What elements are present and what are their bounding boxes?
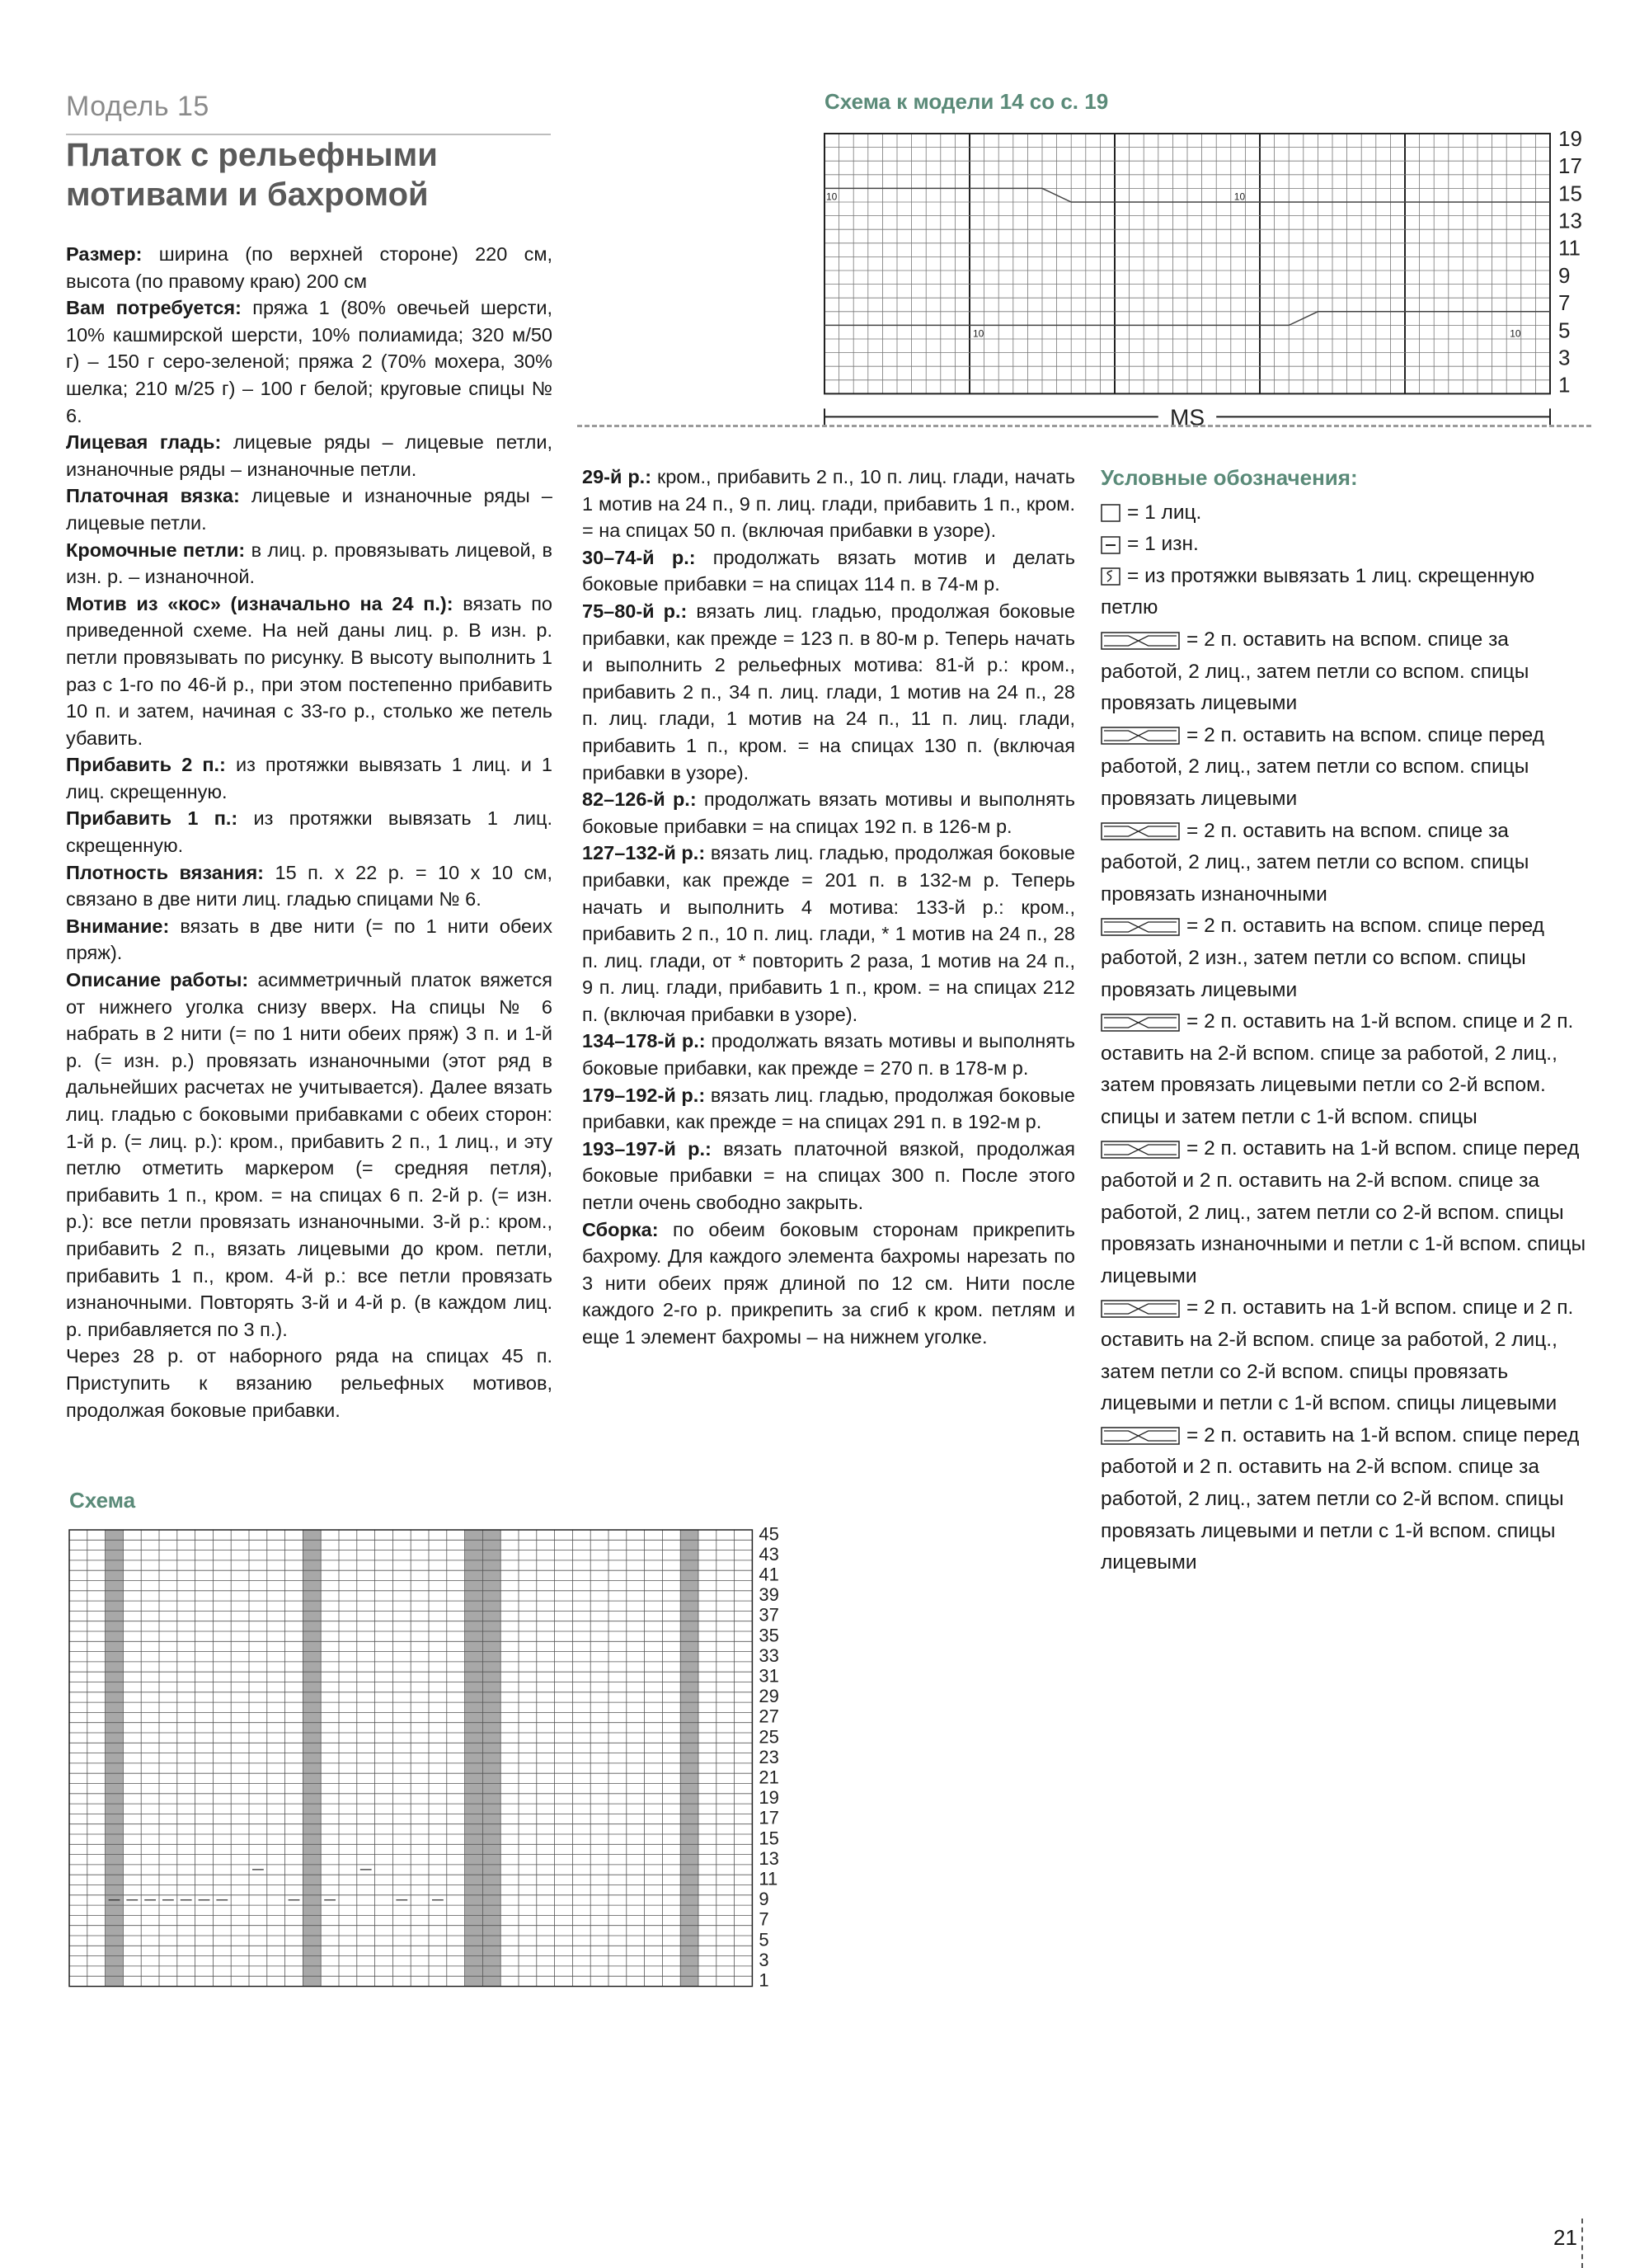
schema-14-chart [816, 124, 1591, 431]
row-number: 13 [759, 1847, 779, 1869]
model-label: Модель 15 [66, 91, 209, 122]
paragraph-text: вязать лиц. гладью, продолжая боковые прибавки, как прежде = 201 п. в 132-м р. Теперь начать и выполнить 4 мотива: 133-й р.: кром., прибавить 2 п., 10 п. лиц. глади, * 1 мотив на 24 п., 28 п. лиц. глади, от * повторить 2 раза, 1 мотив на 24 п., 9 п. лиц. глади, прибавить 1 п., кром. = на спицах 212 п. (включая прибавки в узоре). [582, 842, 1076, 1025]
paragraph [66, 482, 552, 536]
legend-text: = 2 п. оставить на вспом. спице перед работой, 2 лиц., затем петли со вспом. спицы провязать лицевыми [1101, 723, 1544, 810]
title-line-1: Платок с рельефными [66, 137, 438, 173]
purl-symbol-icon [1101, 536, 1120, 554]
c7-symbol-icon [1101, 1300, 1180, 1318]
paragraph-text: лицевые и изнаночные ряды – лицевые петли. [66, 485, 552, 534]
paragraph-text: кром., прибавить 2 п., 10 п. лиц. глади, начать 1 мотив на 24 п., 9 п. лиц. глади, прибавить 1 п., кром. = на спицах 50 п. (включая прибавки в узоре). [582, 466, 1075, 542]
paragraph [66, 859, 552, 913]
cell-label: 10 [973, 327, 984, 340]
paragraph [582, 1028, 1075, 1081]
title-line-2: мотивами и бахромой [66, 176, 429, 213]
legend-item [1101, 816, 1595, 911]
row-number: 45 [759, 1523, 779, 1545]
paragraph-heading: Плотность вязания: [66, 861, 265, 883]
page-number: 21 [1553, 2225, 1577, 2250]
row-number: 35 [759, 1625, 779, 1646]
paragraph [66, 751, 552, 805]
paragraph [66, 591, 552, 752]
paragraph-text: асимметричный платок вяжется от нижнего уголка снизу вверх. На спицы № 6 набрать в 2 нити (= по 1 нити обеих пряж) 3 п. и 1-й р. (= изн. р.) провязать изнаночными (этот ряд в дальнейших расчетах не учитывается). Далее вязать лиц. гладью с боковыми прибавками с обеих сторон: 1-й р. (= лиц. р.): кром., прибавить 2 п., 1 лиц., и эту петлю отметить маркером (= средняя петля), прибавить 1 п., кром. = на спицах 6 п. 2-й р. (= изн. р.): все петли провязать изнаночными. 3-й р.: кром., прибавить 2 п., вязать лицевыми до кром. петли, прибавить 1 п., кром. 4-й р.: все петли провязать изнаночными. Повторять 3-й и 4-й р. (в каждом лиц. р. прибавляется по 3 п.). [66, 969, 552, 1340]
paragraph [582, 840, 1075, 1028]
c4-symbol-icon [1101, 918, 1180, 936]
paragraph-text: вязать в две нити (= по 1 нити обеих пряж). [66, 915, 552, 964]
legend-text: = из протяжки вывязать 1 лиц. скрещенную петлю [1101, 564, 1535, 619]
paragraph [582, 544, 1075, 598]
paragraph-heading: Прибавить 1 п.: [66, 807, 238, 830]
row-number: 19 [1558, 125, 1582, 151]
paragraph-text: по обеим боковым сторонам прикрепить бахрому. Для каждого элемента бахромы нарезать по 3 нити обеих пряж длиной по 12 см. Нити после каждого 2-го р. прикрепить за сгиб к кром. петлям и еще 1 элемент бахромы – на нижнем уголке. [582, 1218, 1075, 1348]
paragraph [582, 1216, 1075, 1351]
paragraph-text: продолжать вязать мотив и делать боковые прибавки = на спицах 114 п. в 74-м р. [582, 546, 1075, 595]
row-number: 5 [1558, 318, 1571, 343]
paragraph-heading: 193–197-й р.: [582, 1137, 712, 1160]
paragraph-text: вязать лиц. гладью, продолжая боковые прибавки, как прежде = 123 п. в 80-м р. Теперь начать и выполнить 2 рельефных мотива: 81-й р.: кром., прибавить 2 п., 34 п. лиц. глади, 1 мотив на 24 п., 28 п. лиц. глади, 1 мотив на 24 п., 11 п. лиц. глади, прибавить 1 п., кром. = на спицах 130 п. (включая прибавки в узоре). [582, 600, 1075, 783]
paragraph-heading: Описание работы: [66, 969, 249, 991]
paragraph-text: 15 п. х 22 р. = 10 х 10 см, связано в две нити лиц. гладью спицами № 6. [66, 861, 552, 910]
paragraph-heading: 179–192-й р.: [582, 1084, 706, 1106]
paragraph [582, 463, 1075, 544]
legend-text: = 1 изн. [1127, 533, 1199, 556]
c2-symbol-icon [1101, 727, 1180, 745]
paragraph-heading: 82–126-й р.: [582, 788, 697, 811]
legend-item [1101, 1420, 1595, 1579]
paragraph-text: продолжать вязать мотивы и выполнять боковые прибавки, как прежде = 270 п. в 178-м р. [582, 1030, 1075, 1080]
paragraph-heading: Размер: [66, 243, 143, 265]
c5-symbol-icon [1101, 1014, 1180, 1032]
row-number: 27 [759, 1706, 779, 1727]
instructions-column-1 [66, 241, 552, 1423]
paragraph [66, 537, 552, 591]
legend-text: = 2 п. оставить на вспом. спице за работой, 2 лиц., затем петли со вспом. спицы провязать лицевыми [1101, 628, 1529, 715]
paragraph [66, 1343, 552, 1423]
c6-symbol-icon [1101, 1141, 1180, 1159]
shaded-column [106, 1530, 124, 1987]
row-number: 1 [759, 1969, 769, 1991]
row-number: 11 [759, 1868, 778, 1889]
paragraph-text: вязать платочной вязкой, продолжая боковые прибавки = на спицах 300 п. После этого петли очень свободно закрыть. [582, 1137, 1075, 1214]
row-number: 31 [759, 1665, 779, 1687]
motif-chart [66, 1522, 808, 2000]
legend-item [1101, 529, 1595, 561]
legend-text: = 2 п. оставить на вспом. спице за работой, 2 лиц., затем петли со вспом. спицы провязать изнаночными [1101, 819, 1529, 906]
page-title [66, 135, 561, 214]
paragraph-text: из протяжки вывязать 1 лиц. скрещенную. [66, 807, 552, 857]
row-number: 15 [759, 1828, 779, 1849]
shaded-column [465, 1530, 483, 1987]
paragraph [582, 1136, 1075, 1216]
twist-symbol-icon [1101, 567, 1120, 586]
section-divider [577, 425, 1591, 427]
legend-item [1101, 910, 1595, 1006]
legend-text: = 2 п. оставить на 1-й вспом. спице перед работой и 2 п. оставить на 2-й вспом. спице за работой, 2 лиц., затем петли со 2-й вспом. спицы провязать лицевыми и петли с 1-й вспом. спицы лицевыми [1101, 1423, 1580, 1574]
legend-text: = 2 п. оставить на 1-й вспом. спице перед работой и 2 п. оставить на 2-й вспом. спице за работой, 2 лиц., затем петли со 2-й вспом. спицы провязать изнаночными и петли с 1-й вспом. спицы лицевыми [1101, 1137, 1586, 1287]
row-number: 13 [1558, 208, 1582, 233]
legend-text: = 2 п. оставить на 1-й вспом. спице и 2 п. оставить на 2-й вспом. спице за работой, 2 лиц., затем провязать лицевыми петли со 2-й вспом. спицы и затем петли с 1-й вспом. спицы [1101, 1010, 1574, 1128]
row-number: 29 [759, 1686, 779, 1707]
paragraph-text: ширина (по верхней стороне) 220 см, высота (по правому краю) 200 см [66, 243, 552, 292]
row-number: 3 [1558, 345, 1571, 370]
row-number: 17 [759, 1807, 779, 1828]
row-number: 7 [1558, 290, 1571, 316]
paragraph-text: вязать по приведенной схеме. На ней даны лиц. р. В изн. р. петли провязывать по рисунку. В высоту выполнить 1 раз с 1-го по 46-й р., при этом постепенно прибавить 10 п. и затем, начиная с 33-го р., столько же петель убавить. [66, 592, 552, 749]
c8-symbol-icon [1101, 1427, 1180, 1445]
schema-14-title: Схема к модели 14 со с. 19 [824, 89, 1109, 114]
paragraph-text: лицевые ряды – лицевые петли, изнаночные ряды – изнаночные петли. [66, 431, 552, 480]
row-number: 39 [759, 1584, 779, 1606]
paragraph-heading: Лицевая гладь: [66, 431, 222, 454]
row-number: 11 [1558, 235, 1581, 261]
legend [1101, 462, 1595, 1579]
legend-items [1101, 497, 1595, 1579]
cell-label: 10 [1510, 327, 1521, 340]
row-number: 3 [759, 1949, 769, 1970]
paragraph-heading: Кромочные петли: [66, 539, 246, 561]
row-number: 19 [759, 1787, 779, 1809]
legend-title: Условные обозначения: [1101, 465, 1358, 490]
row-number: 23 [759, 1746, 779, 1767]
legend-item [1101, 720, 1595, 816]
cell-label: 10 [1233, 191, 1246, 203]
ms-label: MS [1170, 404, 1205, 431]
paragraph-text: Через 28 р. от наборного ряда на спицах 45 п. Приступить к вязанию рельефных мотивов, продолжая боковые прибавки. [66, 1345, 552, 1421]
legend-item [1101, 1292, 1595, 1419]
paragraph-text: продолжать вязать мотивы и выполнять боковые прибавки = на спицах 192 п. в 126-м р. [582, 788, 1075, 837]
legend-item [1101, 1133, 1595, 1292]
paragraph-heading: Мотив из «кос» (изначально на 24 п.): [66, 592, 453, 614]
row-number: 37 [759, 1604, 779, 1626]
row-number: 41 [759, 1564, 779, 1585]
paragraph-text: из протяжки вывязать 1 лиц. и 1 лиц. скрещенную. [66, 754, 552, 802]
schema-title: Схема [69, 1488, 136, 1513]
paragraph [582, 598, 1075, 786]
knit-symbol-icon [1101, 504, 1120, 522]
paragraph-heading: 75–80-й р.: [582, 600, 688, 622]
legend-item [1101, 561, 1595, 624]
page-edge-mark [1581, 2219, 1583, 2268]
paragraph [582, 1082, 1075, 1136]
paragraph [66, 805, 552, 859]
legend-text: = 1 лиц. [1127, 501, 1202, 524]
paragraph-text: в лиц. р. провязывать лицевой, в изн. р. – изнаночной. [66, 539, 552, 588]
paragraph-heading: Сборка: [582, 1218, 659, 1240]
paragraph-heading: 29-й р.: [582, 466, 652, 487]
row-number: 5 [759, 1929, 769, 1950]
row-number: 25 [759, 1726, 779, 1748]
paragraph [582, 786, 1075, 840]
shaded-column [303, 1530, 321, 1987]
c3-symbol-icon [1101, 822, 1180, 840]
row-number: 9 [759, 1889, 769, 1910]
paragraph [66, 913, 552, 967]
paragraph-heading: 134–178-й р.: [582, 1030, 706, 1052]
paragraph-text: вязать лиц. гладью, продолжая боковые прибавки, как прежде = на спицах 291 п. в 192-м р. [582, 1084, 1076, 1133]
cell-label: 10 [826, 191, 838, 203]
instructions-column-2 [582, 463, 1075, 1351]
row-number: 21 [759, 1767, 779, 1788]
legend-item [1101, 1006, 1595, 1133]
paragraph [66, 429, 552, 482]
legend-item [1101, 624, 1595, 720]
legend-text: = 2 п. оставить на 1-й вспом. спице и 2 п. оставить на 2-й вспом. спице за работой, 2 лиц., затем петли со 2-й вспом. спицы провязать лицевыми и петли с 1-й вспом. спицы лицевыми [1101, 1296, 1574, 1415]
row-number: 15 [1558, 181, 1582, 206]
paragraph [66, 967, 552, 1343]
legend-item [1101, 497, 1595, 529]
paragraph [66, 294, 552, 429]
paragraph-heading: Платочная вязка: [66, 485, 240, 507]
paragraph-heading: 127–132-й р.: [582, 842, 706, 864]
paragraph-heading: Прибавить 2 п.: [66, 754, 226, 776]
legend-text: = 2 п. оставить на вспом. спице перед работой, 2 изн., затем петли со вспом. спицы провязать лицевыми [1101, 915, 1544, 1001]
row-number: 43 [759, 1543, 779, 1565]
shaded-column [680, 1530, 698, 1987]
row-number: 17 [1558, 153, 1582, 179]
shaded-column [482, 1530, 500, 1987]
row-number: 33 [759, 1645, 779, 1666]
paragraph-heading: Вам потребуется: [66, 297, 242, 319]
paragraph-heading: 30–74-й р.: [582, 546, 696, 568]
row-number: 9 [1558, 262, 1571, 288]
paragraph-heading: Внимание: [66, 915, 170, 937]
paragraph-text: пряжа 1 (80% овечьей шерсти, 10% кашмирской шерсти, 10% полиамида; 320 м/50 г) – 150 г серо-зеленой; пряжа 2 (70% мохера, 30% шелка; 210 м/25 г) – 100 г белой; круговые спицы № 6. [66, 297, 552, 426]
row-number: 7 [759, 1908, 769, 1930]
paragraph [66, 241, 552, 294]
row-number: 1 [1558, 372, 1571, 398]
c1-symbol-icon [1101, 632, 1180, 650]
